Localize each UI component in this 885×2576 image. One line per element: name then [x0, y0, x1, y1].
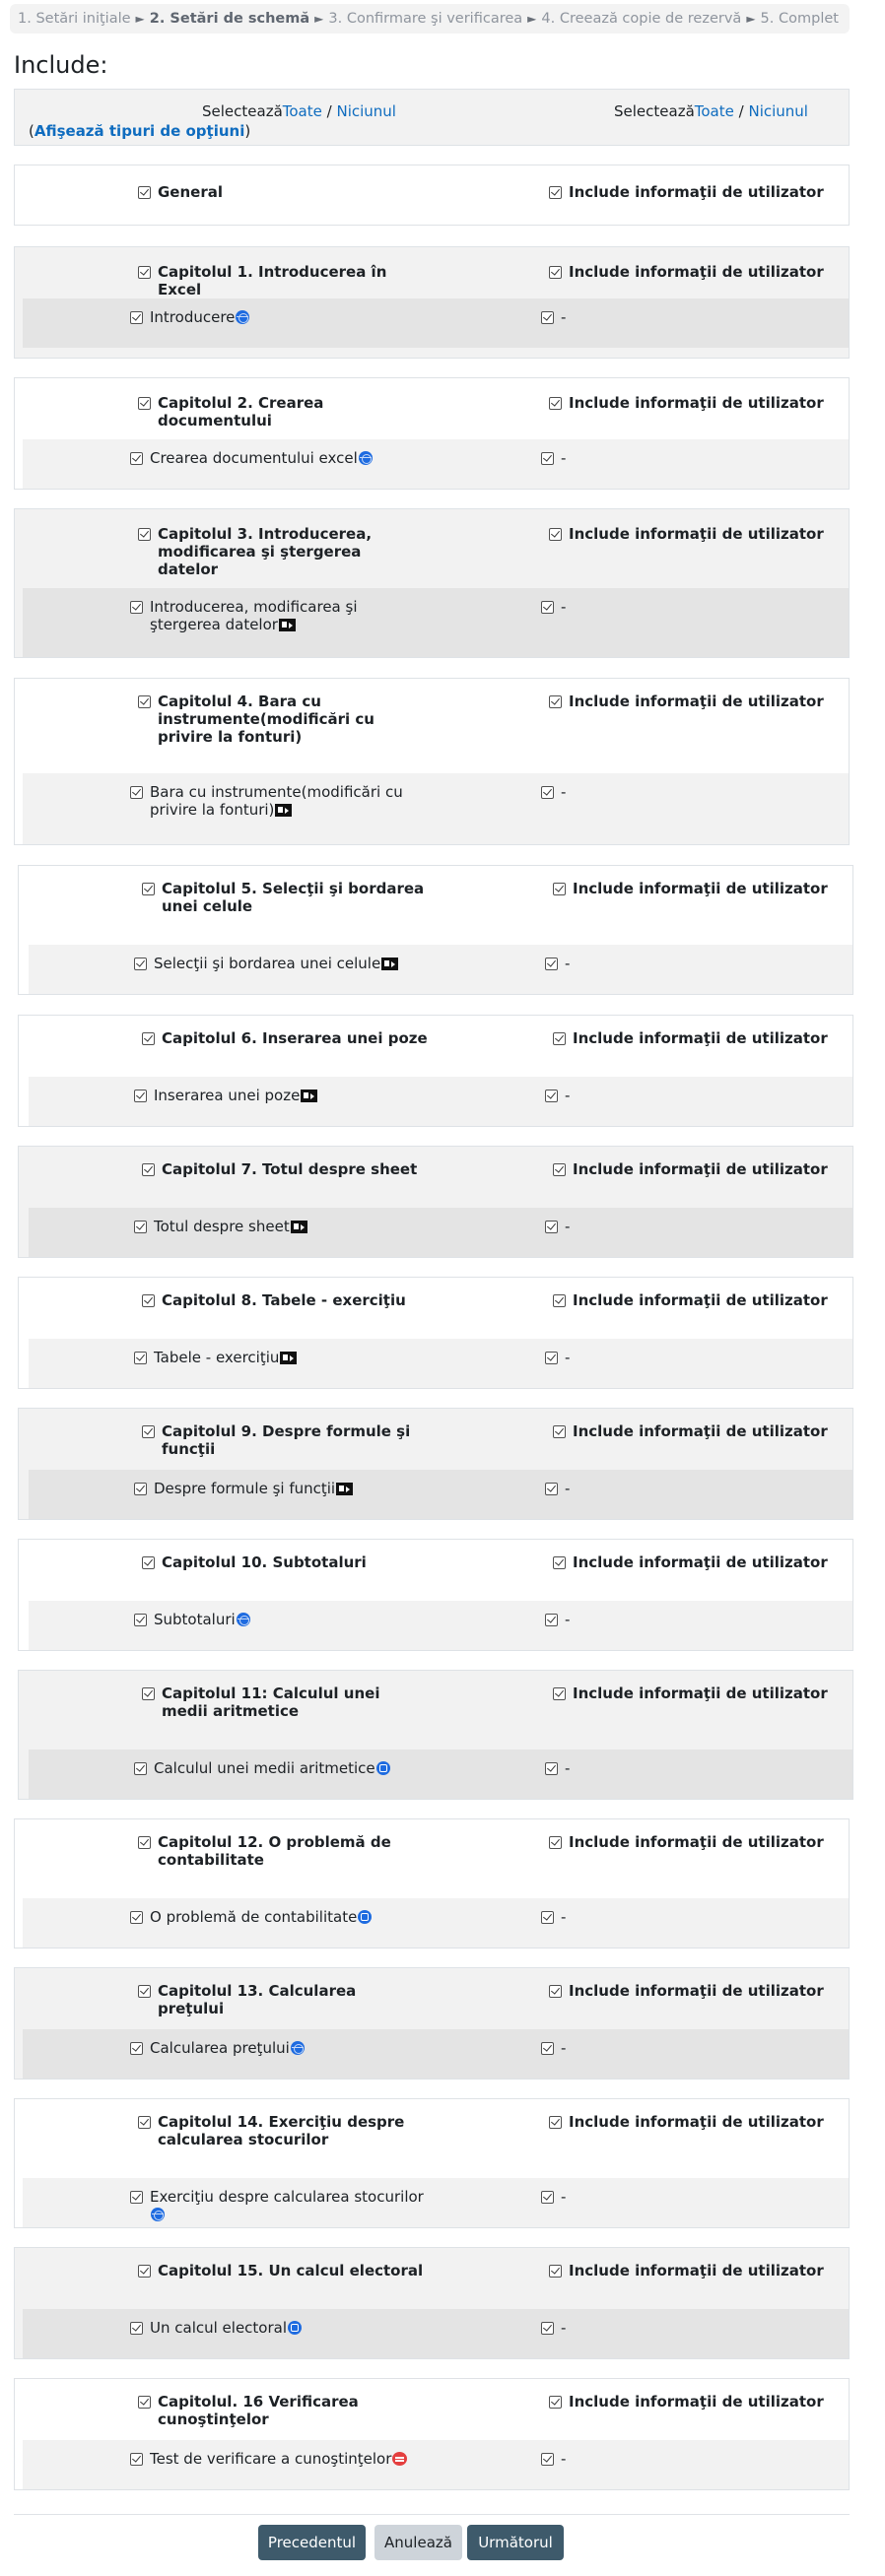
activity-checkbox[interactable]	[134, 1483, 147, 1495]
step-schema-settings: 2. Setări de schemă	[149, 11, 310, 27]
section-title: Capitolul 7. Totul despre sheet	[162, 1160, 418, 1178]
userinfo-label: Include informaţii de utilizator	[569, 693, 824, 710]
activity-label: Totul despre sheet	[154, 1218, 290, 1235]
activity-checkbox[interactable]	[130, 786, 143, 799]
userinfo-label: Include informaţii de utilizator	[569, 2113, 824, 2131]
section-userinfo-checkbox[interactable]	[553, 1687, 566, 1700]
select-userinfo	[614, 102, 808, 120]
section-checkbox[interactable]	[142, 1163, 155, 1176]
section-checkbox[interactable]	[142, 883, 155, 895]
section-title: Capitolul 13. Calcularea preţului	[158, 1982, 357, 2017]
general-userinfo-checkbox[interactable]	[549, 186, 562, 199]
course-section	[18, 1408, 853, 1520]
select-activities	[202, 102, 396, 120]
activity-name	[150, 2188, 431, 2223]
include-heading: Include:	[14, 51, 108, 79]
globe-icon	[291, 2041, 305, 2055]
userinfo-label: Include informaţii de utilizator	[573, 1029, 828, 1047]
open-paren: (	[29, 122, 34, 140]
userinfo-label: Include informaţii de utilizator	[569, 263, 824, 281]
section-checkbox[interactable]	[138, 2116, 151, 2129]
activity-checkbox[interactable]	[130, 452, 143, 465]
globe-icon	[359, 451, 373, 465]
section-userinfo-checkbox[interactable]	[553, 883, 566, 895]
activity-name	[154, 1611, 435, 1628]
course-section	[14, 1818, 850, 1949]
activity-userinfo-checkbox[interactable]	[545, 1221, 558, 1233]
userinfo-label: Include informaţii de utilizator	[569, 525, 824, 543]
userinfo-dash: -	[561, 308, 567, 326]
activity-checkbox[interactable]	[130, 2042, 143, 2055]
slash: /	[738, 102, 744, 120]
section-title: Capitolul 14. Exerciţiu despre calcularea stocurilor	[158, 2113, 405, 2148]
activity-checkbox[interactable]	[130, 2453, 143, 2466]
section-title: Capitolul. 16 Verificarea cunoştinţelor	[158, 2393, 359, 2428]
step-confirm: 3. Confirmare şi verificarea	[328, 11, 523, 27]
close-paren: )	[244, 122, 251, 140]
activity-userinfo-checkbox[interactable]	[541, 786, 554, 799]
section-userinfo-checkbox[interactable]	[549, 1836, 562, 1849]
activity-checkbox[interactable]	[134, 1090, 147, 1102]
activity-row	[23, 588, 849, 657]
activity-label: Exerciţiu despre calcularea stocurilor	[150, 2188, 424, 2206]
activity-label: Calculul unei medii aritmetice	[154, 1759, 375, 1777]
activity-row	[29, 1750, 852, 1799]
section-userinfo-checkbox[interactable]	[549, 2396, 562, 2409]
activity-checkbox[interactable]	[134, 1352, 147, 1364]
userinfo-label: Include informaţii de utilizator	[573, 1291, 828, 1309]
select-label: Selectează	[202, 102, 283, 120]
section-checkbox[interactable]	[138, 397, 151, 410]
userinfo-dash: -	[565, 1349, 571, 1366]
course-section	[18, 865, 853, 995]
course-section	[18, 1015, 853, 1127]
next-button[interactable]: Următorul	[467, 2525, 564, 2560]
course-section	[14, 246, 850, 359]
userinfo-dash: -	[561, 2039, 567, 2057]
step-separator: ►	[135, 12, 145, 26]
step-complete: 5. Complet	[760, 11, 839, 27]
userinfo-dash: -	[561, 598, 567, 616]
activity-label: Despre formule şi funcţii	[154, 1480, 336, 1497]
section-title: Capitolul 2. Crearea documentului	[158, 394, 324, 429]
userinfo-dash: -	[565, 1480, 571, 1497]
file-icon	[381, 958, 398, 970]
section-userinfo-checkbox[interactable]	[549, 397, 562, 410]
userinfo-dash: -	[561, 2319, 567, 2337]
course-section	[14, 1967, 850, 2080]
course-section	[14, 2378, 850, 2490]
section-checkbox[interactable]	[138, 2265, 151, 2278]
activity-name	[154, 1087, 435, 1104]
section-title: Capitolul 15. Un calcul electoral	[158, 2262, 424, 2279]
activity-label: Crearea documentului excel	[150, 449, 358, 467]
course-section	[14, 2098, 850, 2228]
section-userinfo-checkbox[interactable]	[549, 695, 562, 708]
activity-userinfo-checkbox[interactable]	[545, 1762, 558, 1775]
activity-checkbox[interactable]	[130, 2191, 143, 2204]
activity-row	[29, 1077, 852, 1126]
userinfo-label: Include informaţii de utilizator	[569, 2262, 824, 2279]
course-section	[18, 1670, 853, 1800]
userinfo-dash: -	[565, 1218, 571, 1235]
activity-checkbox[interactable]	[130, 1911, 143, 1924]
activity-name	[150, 2039, 431, 2057]
file-icon	[301, 1090, 317, 1102]
step-separator: ►	[746, 12, 756, 26]
activity-userinfo-checkbox[interactable]	[545, 1090, 558, 1102]
section-checkbox[interactable]	[138, 695, 151, 708]
general-checkbox[interactable]	[138, 186, 151, 199]
activity-userinfo-checkbox[interactable]	[541, 1911, 554, 1924]
activity-checkbox[interactable]	[130, 311, 143, 324]
activity-name	[154, 1218, 435, 1235]
activity-checkbox[interactable]	[134, 1614, 147, 1626]
section-title: Capitolul 3. Introducerea, modificarea şi ştergerea datelor	[158, 525, 373, 578]
activity-row	[23, 1898, 849, 1948]
section-userinfo-checkbox[interactable]	[553, 1556, 566, 1569]
activity-checkbox[interactable]	[134, 958, 147, 970]
userinfo-label: Include informaţii de utilizator	[569, 183, 824, 201]
section-userinfo-checkbox[interactable]	[549, 528, 562, 541]
section-userinfo-checkbox[interactable]	[553, 1163, 566, 1176]
select-label: Selectează	[614, 102, 695, 120]
slash: /	[326, 102, 332, 120]
activity-name	[150, 308, 431, 326]
activity-userinfo-checkbox[interactable]	[541, 2453, 554, 2466]
course-section	[18, 1146, 853, 1258]
section-title: Capitolul 12. O problemă de contabilitate	[158, 1833, 391, 1869]
activity-userinfo-checkbox[interactable]	[541, 452, 554, 465]
userinfo-label: Include informaţii de utilizator	[569, 1833, 824, 1851]
assignment-icon	[376, 1761, 390, 1775]
progress-breadcrumb	[10, 4, 850, 33]
section-title: Capitolul 6. Inserarea unei poze	[162, 1029, 428, 1047]
section-userinfo-checkbox[interactable]	[553, 1294, 566, 1307]
activity-checkbox[interactable]	[134, 1221, 147, 1233]
section-userinfo-checkbox[interactable]	[549, 2116, 562, 2129]
file-icon	[291, 1221, 307, 1233]
select-all-userinfo-link[interactable]: Toate	[694, 102, 734, 120]
course-section	[18, 1277, 853, 1389]
activity-name	[150, 1908, 431, 1926]
globe-icon	[151, 2208, 165, 2221]
activity-userinfo-checkbox[interactable]	[541, 601, 554, 614]
activity-name	[154, 1759, 435, 1777]
course-section	[14, 2247, 850, 2359]
userinfo-dash: -	[561, 1908, 567, 1926]
userinfo-dash: -	[561, 449, 567, 467]
select-none-link[interactable]: Niciunul	[336, 102, 396, 120]
activity-userinfo-checkbox[interactable]	[541, 2191, 554, 2204]
file-icon	[279, 619, 296, 631]
course-section	[14, 678, 850, 845]
globe-icon	[236, 310, 249, 324]
activity-name	[154, 1349, 435, 1366]
section-title: Capitolul 9. Despre formule şi funcţii	[162, 1422, 411, 1458]
section-title: Capitolul 5. Selecţii şi bordarea unei celule	[162, 880, 425, 915]
userinfo-label: Include informaţii de utilizator	[573, 1553, 828, 1571]
activity-userinfo-checkbox[interactable]	[541, 2322, 554, 2335]
activity-userinfo-checkbox[interactable]	[545, 1483, 558, 1495]
userinfo-label: Include informaţii de utilizator	[573, 880, 828, 897]
activity-label: Introducere	[150, 308, 236, 326]
activity-name	[150, 449, 431, 467]
course-section	[14, 508, 850, 658]
userinfo-label: Include informaţii de utilizator	[569, 394, 824, 412]
activity-row	[23, 2029, 849, 2079]
userinfo-dash: -	[565, 955, 571, 972]
activity-name	[154, 955, 435, 972]
section-title: Capitolul 10. Subtotaluri	[162, 1553, 367, 1571]
activity-row	[23, 439, 849, 489]
assignment-icon	[288, 2321, 302, 2335]
globe-icon	[237, 1613, 250, 1626]
select-all-link[interactable]: Toate	[282, 102, 322, 120]
cancel-button[interactable]: Anulează	[374, 2525, 462, 2560]
activity-name	[150, 2450, 431, 2468]
activity-row	[23, 2309, 849, 2358]
activity-label: Bara cu instrumente(modificări cu privire la fonturi)	[150, 783, 403, 819]
general-section	[14, 165, 850, 226]
file-icon	[280, 1352, 297, 1364]
activity-label: Un calcul electoral	[150, 2319, 288, 2337]
activity-label: O problemă de contabilitate	[150, 1908, 358, 1926]
userinfo-dash: -	[565, 1759, 571, 1777]
section-userinfo-checkbox[interactable]	[549, 1985, 562, 1998]
activity-row	[29, 1339, 852, 1388]
section-checkbox[interactable]	[138, 528, 151, 541]
activity-userinfo-checkbox[interactable]	[545, 958, 558, 970]
section-checkbox[interactable]	[138, 1836, 151, 1849]
select-none-userinfo-link[interactable]: Niciunul	[748, 102, 808, 120]
section-checkbox[interactable]	[138, 2396, 151, 2409]
userinfo-label: Include informaţii de utilizator	[569, 2393, 824, 2411]
activity-name	[154, 1480, 435, 1497]
userinfo-dash: -	[565, 1087, 571, 1104]
section-title: Capitolul 1. Introducerea în Excel	[158, 263, 387, 298]
section-checkbox[interactable]	[142, 1425, 155, 1438]
file-icon	[336, 1483, 353, 1495]
activity-label: Calcularea preţului	[150, 2039, 290, 2057]
assignment-icon	[358, 1910, 372, 1924]
course-section	[14, 377, 850, 490]
activity-name	[150, 598, 431, 633]
activity-row	[23, 298, 849, 348]
activity-checkbox[interactable]	[134, 1762, 147, 1775]
section-title: Capitolul 11: Calculul unei medii aritmetice	[162, 1684, 380, 1720]
activity-row	[23, 773, 849, 844]
activity-name	[150, 783, 431, 819]
userinfo-label: Include informaţii de utilizator	[573, 1684, 828, 1702]
activity-row	[29, 1208, 852, 1257]
userinfo-dash: -	[561, 2450, 567, 2468]
userinfo-label: Include informaţii de utilizator	[569, 1982, 824, 2000]
activity-row	[29, 1601, 852, 1650]
activity-name	[150, 2319, 431, 2337]
section-userinfo-checkbox[interactable]	[549, 266, 562, 279]
activity-label: Subtotaluri	[154, 1611, 236, 1628]
step-backup: 4. Creează copie de rezervă	[541, 11, 742, 27]
activity-row	[23, 2178, 849, 2227]
activity-row	[29, 1470, 852, 1519]
activity-userinfo-checkbox[interactable]	[541, 2042, 554, 2055]
section-checkbox[interactable]	[142, 1032, 155, 1045]
section-userinfo-checkbox[interactable]	[549, 2265, 562, 2278]
userinfo-dash: -	[565, 1611, 571, 1628]
activity-checkbox[interactable]	[130, 601, 143, 614]
section-title: Capitolul 8. Tabele - exerciţiu	[162, 1291, 406, 1309]
previous-button[interactable]: Precedentul	[258, 2525, 366, 2560]
activity-userinfo-checkbox[interactable]	[545, 1352, 558, 1364]
activity-label: Selecţii şi bordarea unei celule	[154, 955, 381, 972]
activity-label: Introducerea, modificarea şi ştergerea datelor	[150, 598, 358, 633]
activity-checkbox[interactable]	[130, 2322, 143, 2335]
section-checkbox[interactable]	[142, 1687, 155, 1700]
show-types-row	[29, 122, 250, 140]
quiz-icon	[392, 2452, 407, 2466]
activity-label: Tabele - exerciţiu	[154, 1349, 280, 1366]
course-section	[18, 1539, 853, 1651]
section-checkbox[interactable]	[142, 1556, 155, 1569]
activity-userinfo-checkbox[interactable]	[541, 311, 554, 324]
general-title: General	[158, 183, 223, 201]
file-icon	[275, 804, 292, 817]
show-option-types-link[interactable]: Afişează tipuri de opţiuni	[34, 122, 245, 140]
step-separator: ►	[527, 12, 537, 26]
userinfo-label: Include informaţii de utilizator	[573, 1160, 828, 1178]
userinfo-dash: -	[561, 2188, 567, 2206]
section-userinfo-checkbox[interactable]	[553, 1425, 566, 1438]
activity-row	[23, 2440, 849, 2489]
activity-label: Test de verificare a cunoştinţelor	[150, 2450, 392, 2468]
section-checkbox[interactable]	[142, 1294, 155, 1307]
userinfo-label: Include informaţii de utilizator	[573, 1422, 828, 1440]
section-userinfo-checkbox[interactable]	[553, 1032, 566, 1045]
section-checkbox[interactable]	[138, 266, 151, 279]
userinfo-dash: -	[561, 783, 567, 801]
section-title: Capitolul 4. Bara cu instrumente(modificări cu privire la fonturi)	[158, 693, 374, 746]
select-all-none-header	[14, 89, 850, 146]
activity-label: Inserarea unei poze	[154, 1087, 301, 1104]
activity-row	[29, 945, 852, 994]
step-initial-settings: 1. Setări iniţiale	[18, 11, 131, 27]
activity-userinfo-checkbox[interactable]	[545, 1614, 558, 1626]
footer-divider	[14, 2514, 850, 2515]
section-checkbox[interactable]	[138, 1985, 151, 1998]
step-separator: ►	[314, 12, 324, 26]
